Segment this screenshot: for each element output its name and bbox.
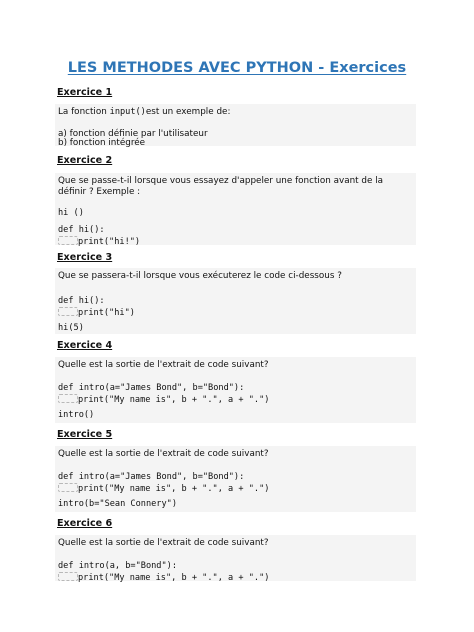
exercise-1-option-b: b) fonction intégrée xyxy=(58,138,146,149)
indent-marker xyxy=(58,394,78,403)
exercise-3-code-body: print("hi") xyxy=(58,307,413,318)
exercise-3-code-call: hi(5) xyxy=(58,323,84,334)
exercise-2-question-line-2: définir ? Exemple : xyxy=(58,186,141,197)
exercise-2-box xyxy=(55,173,416,245)
exercise-5-question: Quelle est la sortie de l'extrait de code suivant? xyxy=(58,449,269,459)
exercise-6-code-def: def intro(a, b="Bond"): xyxy=(58,560,177,571)
exercise-5-code-call: intro(b="Sean Connery") xyxy=(58,499,177,510)
exercise-5-code-body: print("My name is", b + ".", a + ".") xyxy=(58,483,413,494)
exercise-4-code-body: print("My name is", b + ".", a + ".") xyxy=(58,394,413,405)
exercise-4-code-call: intro() xyxy=(58,410,95,421)
indent-marker xyxy=(58,236,78,245)
indent-marker xyxy=(58,307,78,316)
exercise-1-box xyxy=(55,104,416,149)
exercise-4-heading: Exercice 4 xyxy=(57,340,113,351)
exercise-6-box xyxy=(55,535,416,581)
exercise-3-box xyxy=(55,268,416,334)
page-title: LES METHODES AVEC PYTHON - Exercices xyxy=(67,60,407,76)
exercise-1-option-a: a) fonction définie par l'utilisateur xyxy=(58,128,208,139)
indent-marker xyxy=(58,483,78,492)
exercise-2-code-def: def hi(): xyxy=(58,225,105,236)
exercise-5-box xyxy=(55,446,416,512)
exercise-1-heading: Exercice 1 xyxy=(57,87,113,98)
exercise-2-code-body: print("hi!") xyxy=(58,236,413,247)
exercise-2-question-line-1: Que se passe-t-il lorsque vous essayez d'appeler une fonction avant de la xyxy=(58,176,384,186)
indent-marker xyxy=(58,572,78,581)
exercise-2-code-call: hi () xyxy=(58,208,84,219)
exercise-5-code-def: def intro(a="James Bond", b="Bond"): xyxy=(58,471,245,482)
exercise-4-box xyxy=(55,357,416,423)
exercise-4-question: Quelle est la sortie de l'extrait de code suivant? xyxy=(58,360,269,370)
exercise-4-code-def: def intro(a="James Bond", b="Bond"): xyxy=(58,382,245,393)
exercise-6-code-body: print("My name is", b + ".", a + ".") xyxy=(58,572,413,583)
exercise-3-code-def: def hi(): xyxy=(58,295,105,306)
inline-code-input: input() xyxy=(109,107,146,117)
exercise-5-heading: Exercice 5 xyxy=(57,429,113,440)
exercise-6-question: Quelle est la sortie de l'extrait de code suivant? xyxy=(58,538,269,548)
exercise-3-heading: Exercice 3 xyxy=(57,252,113,263)
exercise-2-heading: Exercice 2 xyxy=(57,155,113,166)
exercise-3-question: Que se passera-t-il lorsque vous exécuterez le code ci-dessous ? xyxy=(58,271,342,281)
exercise-1-question: La fonction input()est un exemple de: xyxy=(58,107,231,117)
exercise-6-heading: Exercice 6 xyxy=(57,518,113,529)
